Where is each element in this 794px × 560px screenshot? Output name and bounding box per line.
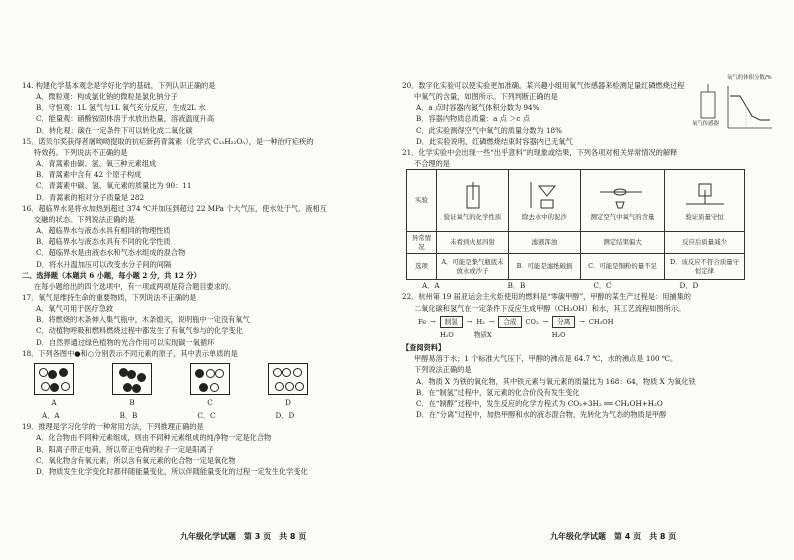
black-atom: [132, 384, 141, 393]
q18-box-c: [190, 363, 230, 395]
q18-letter-c: C: [207, 397, 213, 407]
q21-answer-a: A．A: [422, 281, 440, 291]
q22-option-c: C．在“制醇”过程中，发生反应的化学方程式为 CO₂+3H₂ ══ CH₃OH+H₂O: [416, 398, 663, 408]
flow-arrow-icon: →: [430, 317, 436, 326]
q21-experiment-table: [406, 169, 745, 280]
flow-arrow-icon: →: [579, 317, 585, 326]
q18-letter-d: D: [285, 397, 291, 407]
white-atom: [285, 382, 294, 391]
q18-diagram-letters: [34, 397, 394, 408]
q17-stem: 17．氧气是维持生命的重要物质，下列说法不正确的是: [22, 292, 197, 302]
q18-answer-b: B．B: [119, 411, 138, 421]
white-atom: [39, 368, 48, 377]
row-header-experiment: 实验: [407, 170, 437, 232]
q21-stem: 21．化学实验中会出现一些“出乎意料”的现象或结果，下列各项对相关异常情况的解释: [402, 147, 678, 157]
black-atom: [48, 370, 57, 379]
flow-co2: CO₂: [525, 317, 539, 326]
flow-arrow-icon: →: [542, 317, 549, 326]
q15-stem-cont: 特效药。下列说法不正确的是: [34, 147, 128, 157]
white-atom: [282, 368, 291, 377]
q21-answer-c: C．C: [593, 281, 612, 291]
black-atom: [195, 369, 204, 378]
black-atom: [137, 373, 146, 382]
white-atom: [41, 382, 50, 391]
flow-fe: Fe: [418, 317, 427, 326]
table-row: [407, 232, 745, 254]
left-page-footer: 九年级化学试题 第 3 页 共 8 页: [180, 532, 307, 541]
q19-option-b: B．阳离子带正电荷，所以带正电荷的粒子一定是阳离子: [36, 444, 214, 454]
black-atom: [59, 368, 68, 377]
q16-option-d: D．将水升温加压可以改变水分子间的间隔: [36, 259, 172, 269]
sensor-label: 氧气传感器: [692, 121, 719, 127]
q21-answer-choices: [402, 280, 774, 291]
experiment-cell-3: [581, 170, 665, 232]
q17-option-c: C．动植物呼吸和燃料燃烧过程中都发生了有氧气参与的化学变化: [36, 326, 243, 336]
q19-option-d: D．物质发生化学变化时都伴随能量变化，所以伴随能量变化的过程一定发生化学变化: [36, 466, 308, 476]
experiment-label-4: 验证质量守恒: [685, 212, 724, 221]
q22-info-title: 【查阅资料】: [402, 343, 446, 353]
row-header-abnormal: 异常情况: [407, 232, 437, 254]
q16-stem-cont: 交融的状态。下列说法正确的是: [34, 214, 135, 224]
explanation-cell-3: C．可能是铜粉的量不足: [581, 254, 665, 280]
black-atom: [199, 383, 208, 392]
q17-option-a: A．氧气可用于医疗急救: [36, 304, 114, 314]
q16-option-c: C．超临界水是由液态水和气态水组成的混合物: [36, 248, 186, 258]
q19-option-a: A．化合物由不同种元素组成，则由不同种元素组成的纯净物一定是化合物: [36, 433, 272, 443]
q15-stem: 15．诺贝尔奖获得者屠呦呦提取的抗疟新药青蒿素（化学式 C₁₅H₂₂O₅），是一种治疗疟疾的: [22, 136, 314, 146]
flow-separation: 分离: [552, 316, 575, 328]
q22-byproducts: [418, 330, 774, 340]
flow-h2o-out: H₂O: [551, 330, 566, 339]
white-atom: [210, 383, 219, 392]
q18-answer-choices: [22, 410, 394, 421]
q21-answer-d: D．D: [679, 281, 699, 291]
q22-option-a: A．物质 X 为铁的氧化物，其中铁元素与氧元素的质量比为 168：64，物质 X 为氧化铁: [416, 376, 696, 386]
q18-box-a: [34, 363, 74, 395]
flow-synthesis: 合成: [498, 316, 521, 328]
experiment-cell-1: [437, 170, 509, 232]
air-oxygen-test-icon: [598, 180, 648, 210]
black-atom: [50, 383, 59, 392]
explanation-cell-1: A．可能是集气瓶底未放水或沙子: [437, 254, 509, 280]
q18-answer-d: D．D: [275, 411, 295, 421]
left-page: [22, 80, 394, 477]
q17-option-b: B．将燃烧的木条伸入集气瓶中，木条熄灭，说明瓶中一定没有氧气: [36, 315, 250, 325]
row-header-option: 选项: [407, 254, 437, 280]
white-atom: [293, 368, 302, 377]
q20-stem-cont: 中氧气的含量，如图所示。下列判断正确的是: [414, 92, 558, 102]
q16-stem: 16．超临界水是将水加热到超过 374 ℃并加压到超过 22 MPa 个大气压，使水处于气、液相互: [22, 203, 327, 213]
q22-option-b: B．在“制氢”过程中，氢元素的化合价没有发生变化: [416, 387, 580, 397]
q22-stem-cont: 二氧化碳和氢气在一定条件下反应生成甲醇（CH₃OH）和水，其工艺流程如图所示。: [414, 303, 686, 313]
q18-answer-a: A．A: [42, 411, 60, 421]
flow-substance-x: 物质X: [473, 330, 492, 339]
flow-arrow-icon: →: [466, 317, 473, 326]
q20-option-b: B．容器内物质总质量：a 点 ＞c 点: [416, 114, 530, 124]
q22-option-d: D．在“分离”过程中，加热甲醇和水的液态混合物，先转化为气态的物质是甲醇: [416, 410, 667, 420]
q20-stem: 20．数字化实验可以使实验更加准确。某兴趣小组用氧气传感器来检测足量红磷燃烧过程: [402, 81, 685, 90]
abnormal-cell-2: 滤液浑浊: [509, 232, 581, 254]
experiment-label-1: 验证氧气的化学性质: [443, 212, 502, 221]
q14-option-d: D．转化观：碳在一定条件下可以转化成二氧化碳: [36, 125, 193, 135]
experiment-cell-2: [509, 170, 581, 232]
flow-arrow-icon: →: [488, 317, 495, 326]
q22-stem: 22．杭州第 19 届亚运会主火炬使用的燃料是“零碳甲醇”，甲醇的某生产过程是：用捕集的: [402, 292, 691, 302]
abnormal-cell-3: 测定结果偏大: [581, 232, 665, 254]
q14-option-b: B．守恒观：1L 氢气与1L 氧气充分反应，生成2L 水: [36, 103, 206, 113]
q15-option-a: A．青蒿素由碳、氢、氧三种元素组成: [36, 159, 157, 169]
q15-option-c: C．青蒿素中碳、氢、氧元素的质量比为 90：11: [36, 181, 192, 191]
section-2-title: 二、选择题（本题共 6 小题，每小题 2 分，共 12 分）: [22, 270, 201, 280]
q18-box-b: [112, 363, 152, 395]
q22-info: 甲醇易溶于水；1 个标准大气压下，甲醇的沸点是 64.7 ℃，水的沸点是 100 ℃。: [414, 354, 678, 364]
q18-stem: 18．下列各图中●和○分别表示不同元素的原子，其中表示单质的是: [22, 348, 238, 358]
white-atom: [61, 382, 70, 391]
q21-answer-b: B．B: [507, 281, 526, 291]
right-page-footer: 九年级化学试题 第 4 页 共 8 页: [550, 532, 677, 541]
abnormal-cell-1: 未看到火星四射: [437, 232, 509, 254]
table-row: [407, 170, 745, 232]
q14-option-a: A．微粒观：构成氯化钠的微粒是氯化钠分子: [36, 92, 178, 102]
white-atom: [275, 382, 284, 391]
q14-stem: 14. 构建化学基本观念是学好化学的基础，下列认识正确的是: [22, 81, 216, 90]
q17-option-d: D．自然界通过绿色植物的光合作用可以实现碳一氧循环: [36, 337, 215, 347]
black-atom: [123, 383, 132, 392]
explanation-cell-2: B．可能是滤纸破损: [509, 254, 581, 280]
experiment-cell-4: [665, 170, 745, 232]
black-atom: [127, 370, 136, 379]
q18-molecule-diagrams: [34, 363, 394, 395]
flow-h2o-in: H₂O: [440, 330, 454, 339]
white-atom: [295, 382, 304, 391]
q20-option-d: D．此实验说明，红磷燃烧结束时容器内已无氧气: [416, 136, 573, 146]
right-page: [402, 75, 774, 420]
graph-y-label: 氧气的体积分数/%: [727, 75, 772, 81]
experiment-label-2: 除去水中的泥沙: [522, 212, 567, 221]
q19-stem: 19．推理是学习化学的一种常用方法，下列推理正确的是: [22, 422, 204, 432]
flow-h2: H₂: [476, 317, 485, 326]
q15-option-d: D．青蒿素的相对分子质量是 282: [36, 192, 145, 202]
q14-option-c: C．能量观：硝酸铵固体溶于水放出热量，溶液温度升高: [36, 114, 215, 124]
balance-icon: [682, 180, 728, 210]
q20-option-c: C．此实验测得空气中氧气的质量分数为 18%: [416, 125, 562, 135]
q18-letter-b: B: [129, 397, 135, 407]
abnormal-cell-4: 反应后质量减少: [665, 232, 745, 254]
q18-letter-a: A: [51, 397, 57, 407]
q20-option-a: A．a 点时容器内氮气体积分数为 94%: [416, 103, 540, 113]
q21-stem-cont: 不合理的是: [414, 159, 450, 169]
white-atom: [215, 369, 224, 378]
q15-option-b: B．青蒿素中含有 42 个原子构成: [36, 170, 142, 180]
filtration-icon: [525, 180, 565, 210]
white-atom: [273, 368, 282, 377]
explanation-cell-4: D．该反应不符合质量守恒定律: [665, 254, 745, 280]
q18-box-d: [268, 363, 308, 395]
section-2-note: 在每小题给出的四个选项中，有一项或两项是符合题目要求的。: [34, 281, 236, 291]
q19-option-c: C．氧化物含有氧元素，所以含有氧元素的化合物一定是氧化物: [36, 455, 236, 465]
q16-option-a: A．超临界水与液态水具有相同的物理性质: [36, 226, 171, 236]
table-row: [407, 254, 745, 280]
iron-wire-oxygen-icon: [453, 180, 493, 210]
q18-answer-c: C．C: [197, 411, 216, 421]
white-atom: [206, 369, 215, 378]
q22-process-flow: [418, 316, 774, 328]
flow-hydrogen-production: 制氢: [440, 316, 463, 328]
q16-option-b: B．超临界水与液态水具有不同的化学性质: [36, 237, 171, 247]
flow-methanol: CH₃OH: [588, 317, 614, 326]
q22-question: 下列说法正确的是: [414, 365, 472, 375]
experiment-label-3: 测定空气中氧气的含量: [590, 212, 655, 221]
